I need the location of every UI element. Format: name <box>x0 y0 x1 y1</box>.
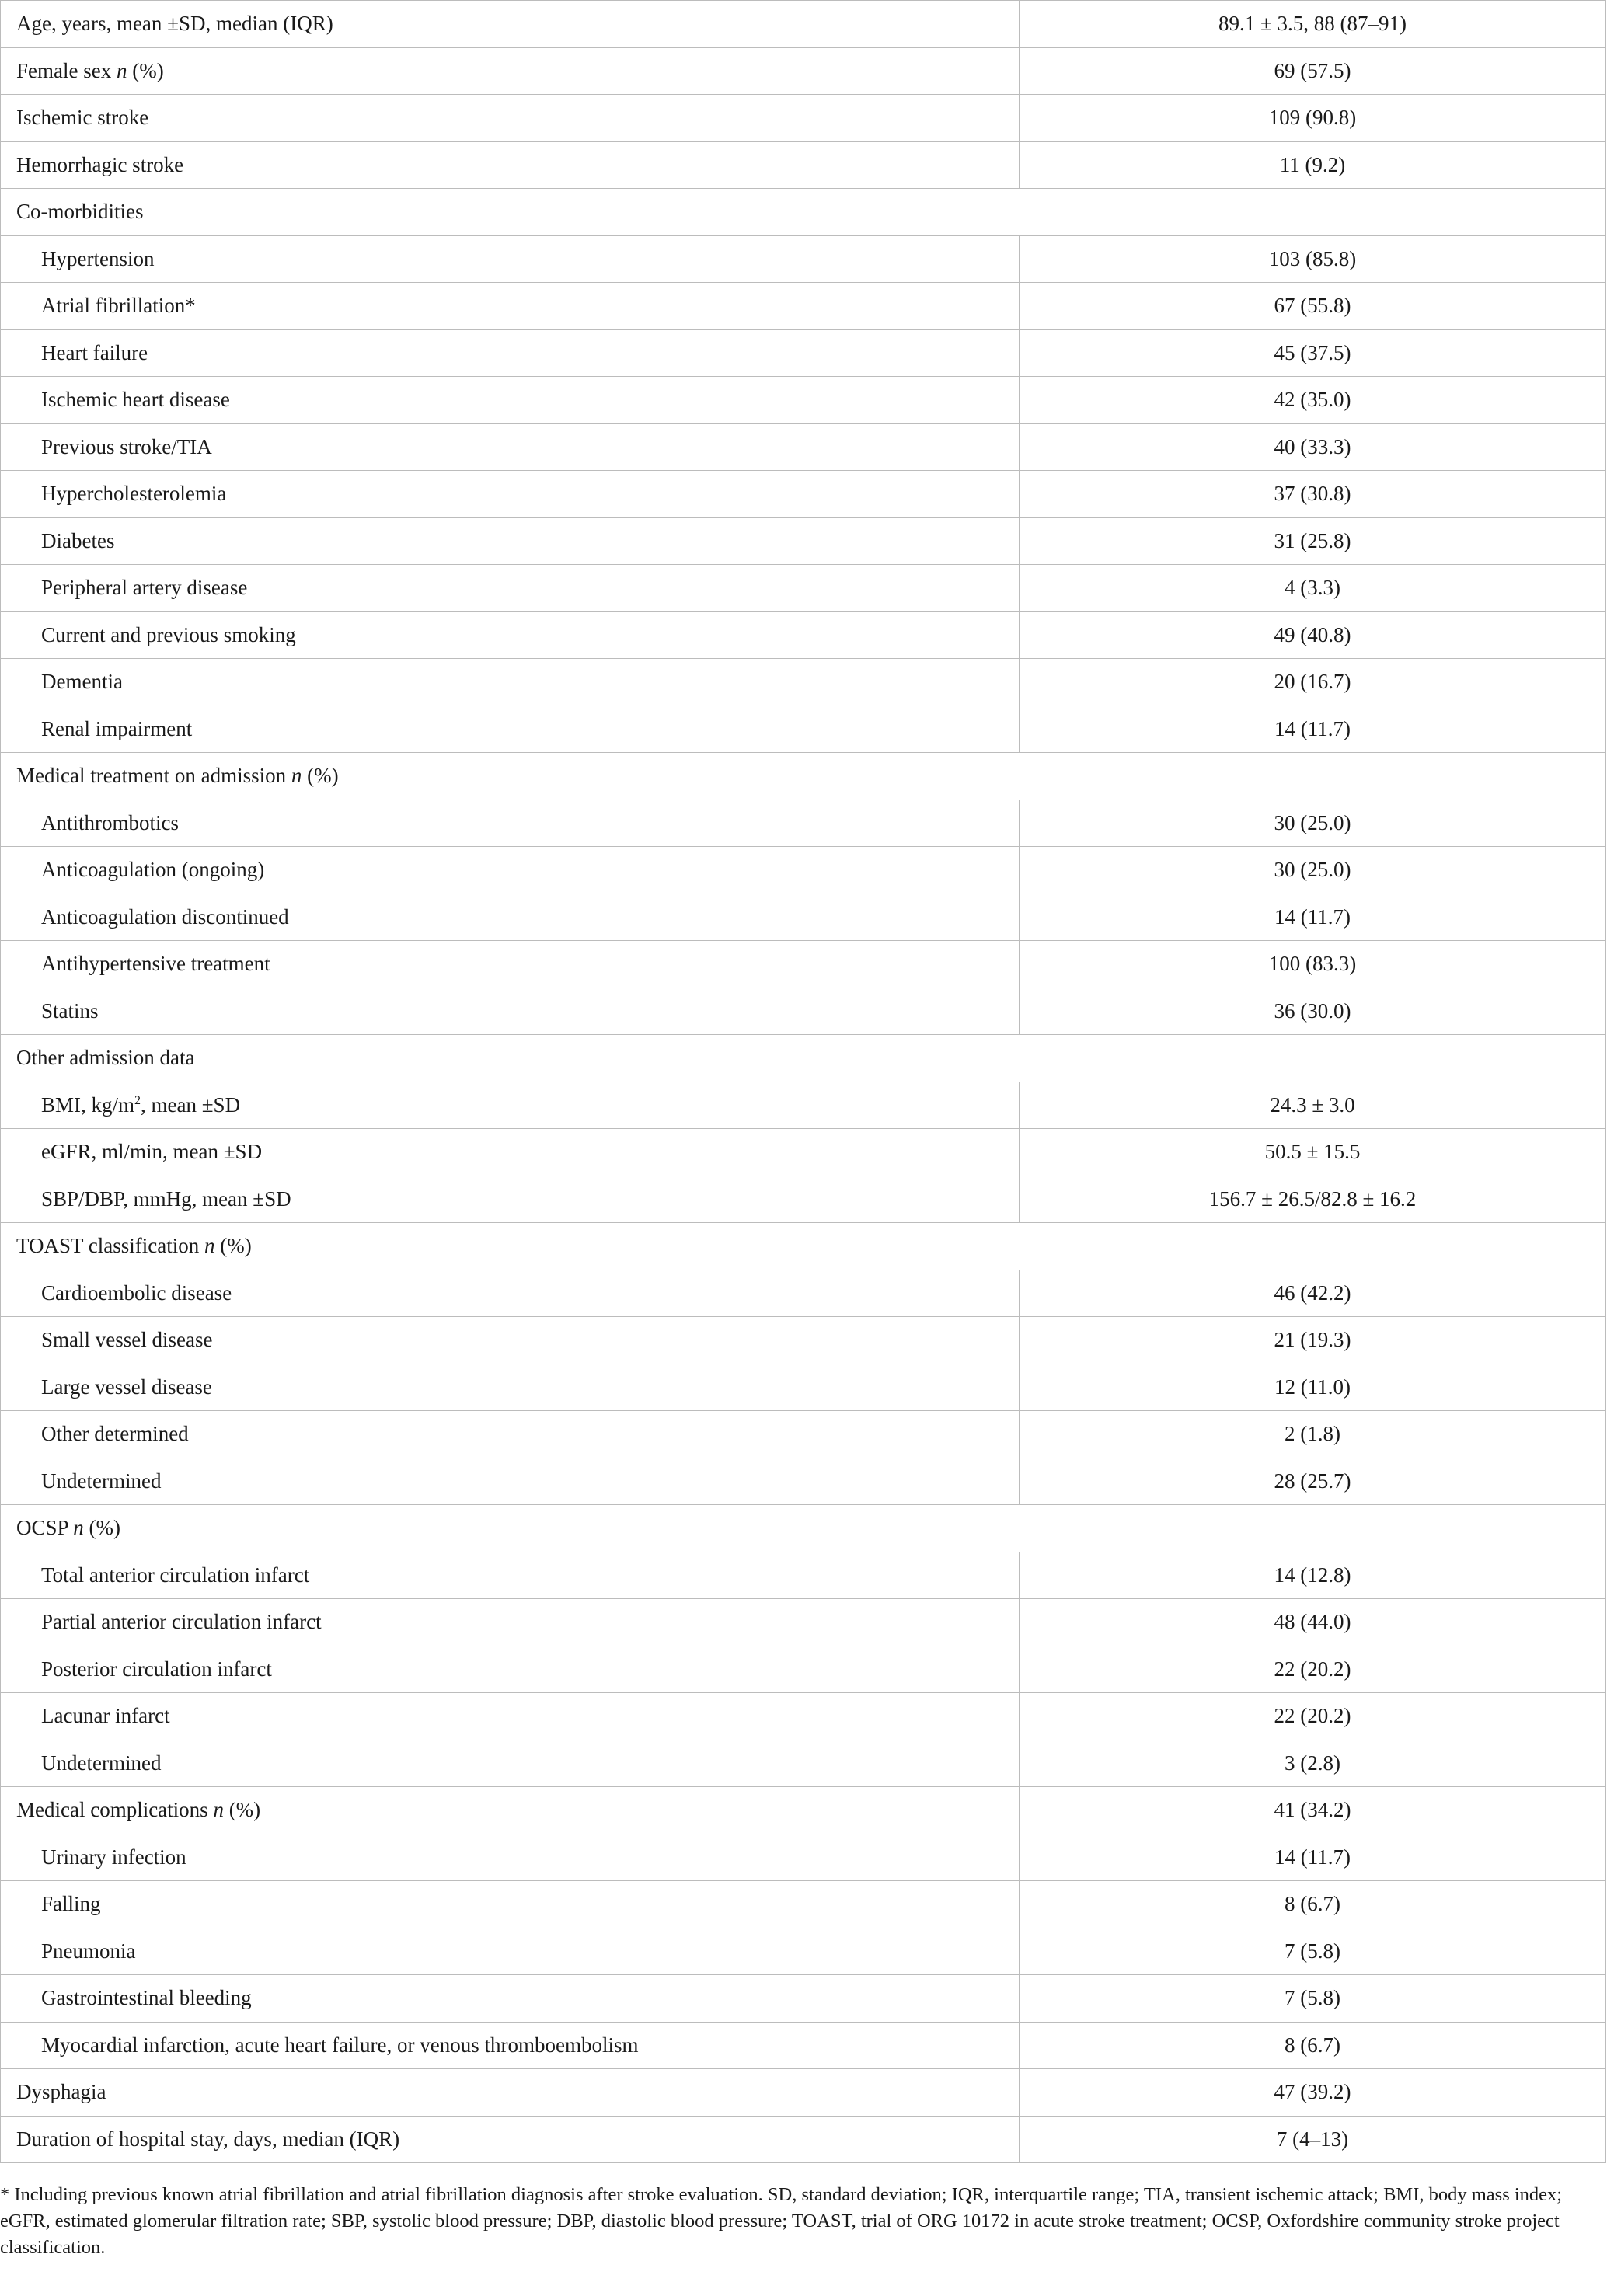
row-value: 7 (5.8) <box>1020 1928 1606 1975</box>
label-text: Atrial fibrillation* <box>41 294 196 318</box>
row-value: 100 (83.3) <box>1020 941 1606 988</box>
table-row <box>1 706 1606 753</box>
row-label <box>1 2116 1020 2163</box>
row-label <box>1 1411 1020 1458</box>
label-text: Current and previous smoking <box>41 622 296 646</box>
row-value: 50.5 ± 15.5 <box>1020 1129 1606 1176</box>
row-label <box>1 1176 1020 1223</box>
label-text: Large vessel disease <box>41 1374 212 1399</box>
table-row <box>1 377 1606 424</box>
table-row <box>1 659 1606 706</box>
table-row <box>1 283 1606 330</box>
row-label <box>1 611 1020 659</box>
label-text: Statins <box>41 998 99 1023</box>
row-label <box>1 847 1020 894</box>
row-value: 14 (11.7) <box>1020 1834 1606 1881</box>
row-value: 3 (2.8) <box>1020 1740 1606 1787</box>
label-text: Age, years, mean ±SD, median (IQR) <box>16 12 333 36</box>
row-label <box>1 1787 1020 1834</box>
row-value: 2 (1.8) <box>1020 1411 1606 1458</box>
row-label <box>1 471 1020 518</box>
label-text: SBP/DBP, mmHg, mean ±SD <box>41 1186 291 1211</box>
row-label <box>1 283 1020 330</box>
table-row <box>1 423 1606 471</box>
label-text: Lacunar infarct <box>41 1704 170 1728</box>
label-text: Falling <box>41 1892 101 1916</box>
table-row <box>1 1928 1606 1975</box>
row-label <box>1 988 1020 1035</box>
label-text: Ischemic stroke <box>16 106 149 130</box>
row-value: 103 (85.8) <box>1020 235 1606 283</box>
label-text: Diabetes <box>41 528 115 552</box>
label-text: Anticoagulation (ongoing) <box>41 858 265 882</box>
table-row <box>1 1740 1606 1787</box>
row-label <box>1 1693 1020 1740</box>
label-text: Heart failure <box>41 340 148 364</box>
label-text: Pneumonia <box>41 1939 136 1963</box>
label-text: Small vessel disease <box>41 1328 213 1352</box>
table-row <box>1 1975 1606 2023</box>
label-text: Other admission data <box>16 1046 195 1070</box>
label-text: BMI, kg/m <box>41 1092 135 1117</box>
row-value: 48 (44.0) <box>1020 1599 1606 1646</box>
row-value: 14 (11.7) <box>1020 894 1606 941</box>
label-text: Co-morbidities <box>16 200 144 224</box>
row-label <box>1 1975 1020 2023</box>
table-row <box>1 2022 1606 2069</box>
table-row <box>1 2069 1606 2117</box>
table-row <box>1 941 1606 988</box>
label-text: Duration of hospital stay, days, median (IQR) <box>16 2127 400 2151</box>
row-label <box>1 800 1020 847</box>
row-value: 8 (6.7) <box>1020 2022 1606 2069</box>
label-suffix: (%) <box>214 1234 252 1258</box>
row-value: 30 (25.0) <box>1020 847 1606 894</box>
table-row <box>1 1787 1606 1834</box>
table-row <box>1 95 1606 142</box>
row-label <box>1 941 1020 988</box>
table-row <box>1 329 1606 377</box>
row-label <box>1 423 1020 471</box>
table-footnote: * Including previous known atrial fibrillation and atrial fibrillation diagnosis after stroke evaluation. SD, standard deviation; IQR, interquartile range; TIA, transient ischemic attack; BMI, body mass index; eGFR, estimated glomerular filtration rate; SBP, systolic blood pressure; DBP, diastolic blood pressure; TOAST, trial of ORG 10172 in acute stroke treatment; OCSP, Oxfordshire community stroke project classification. <box>0 2184 1563 2258</box>
label-superscript: 2 <box>134 1093 141 1107</box>
table-row <box>1 1317 1606 1364</box>
table-row <box>1 1082 1606 1129</box>
row-label <box>1 1082 1020 1129</box>
section-header-row <box>1 1035 1606 1082</box>
label-text: Cardioembolic disease <box>41 1280 232 1305</box>
row-value: 45 (37.5) <box>1020 329 1606 377</box>
row-value: 42 (35.0) <box>1020 377 1606 424</box>
section-label <box>1 1223 1606 1270</box>
label-text: eGFR, ml/min, mean ±SD <box>41 1140 263 1164</box>
table-row <box>1 1458 1606 1505</box>
row-value: 47 (39.2) <box>1020 2069 1606 2117</box>
row-value: 109 (90.8) <box>1020 95 1606 142</box>
table-row <box>1 565 1606 612</box>
row-value: 40 (33.3) <box>1020 423 1606 471</box>
row-label <box>1 141 1020 189</box>
row-label <box>1 1599 1020 1646</box>
row-value: 24.3 ± 3.0 <box>1020 1082 1606 1129</box>
label-text: Female sex <box>16 58 112 82</box>
table-row <box>1 1552 1606 1599</box>
table-row <box>1 1599 1606 1646</box>
table-row <box>1 1646 1606 1693</box>
label-text: TOAST classification <box>16 1234 200 1258</box>
row-value: 89.1 ± 3.5, 88 (87–91) <box>1020 1 1606 48</box>
row-value: 7 (4–13) <box>1020 2116 1606 2163</box>
row-label <box>1 2069 1020 2117</box>
row-value: 37 (30.8) <box>1020 471 1606 518</box>
label-text: Hemorrhagic stroke <box>16 152 184 176</box>
label-text: Total anterior circulation infarct <box>41 1563 310 1587</box>
row-value: 14 (11.7) <box>1020 706 1606 753</box>
row-label <box>1 329 1020 377</box>
row-label <box>1 1834 1020 1881</box>
row-value: 7 (5.8) <box>1020 1975 1606 2023</box>
table-row <box>1 611 1606 659</box>
label-italic-n: n <box>73 1516 84 1540</box>
row-label <box>1 1458 1020 1505</box>
label-text: Other determined <box>41 1422 189 1446</box>
table-row <box>1 847 1606 894</box>
row-value: 22 (20.2) <box>1020 1693 1606 1740</box>
row-value: 36 (30.0) <box>1020 988 1606 1035</box>
label-text: Undetermined <box>41 1469 162 1493</box>
row-label <box>1 706 1020 753</box>
row-label <box>1 1364 1020 1411</box>
label-text: Partial anterior circulation infarct <box>41 1610 322 1634</box>
section-header-row <box>1 753 1606 800</box>
row-label <box>1 1317 1020 1364</box>
label-text: Urinary infection <box>41 1845 186 1869</box>
table-row <box>1 471 1606 518</box>
row-label <box>1 235 1020 283</box>
row-value: 22 (20.2) <box>1020 1646 1606 1693</box>
row-label <box>1 1 1020 48</box>
label-text: Hypertension <box>41 246 155 270</box>
row-label <box>1 1552 1020 1599</box>
row-value: 4 (3.3) <box>1020 565 1606 612</box>
table-row <box>1 1176 1606 1223</box>
row-label <box>1 2022 1020 2069</box>
row-label <box>1 1928 1020 1975</box>
row-label <box>1 95 1020 142</box>
label-suffix: , mean ±SD <box>141 1092 241 1117</box>
label-text: Peripheral artery disease <box>41 576 248 600</box>
table-row <box>1 141 1606 189</box>
row-value: 14 (12.8) <box>1020 1552 1606 1599</box>
row-label <box>1 1129 1020 1176</box>
label-text: Undetermined <box>41 1751 162 1775</box>
table-row <box>1 1834 1606 1881</box>
table-body <box>1 1 1606 2163</box>
row-label <box>1 565 1020 612</box>
table-row <box>1 1364 1606 1411</box>
label-text: OCSP <box>16 1516 68 1540</box>
section-header-row <box>1 1505 1606 1552</box>
row-value: 8 (6.7) <box>1020 1881 1606 1928</box>
row-value: 156.7 ± 26.5/82.8 ± 16.2 <box>1020 1176 1606 1223</box>
row-value: 12 (11.0) <box>1020 1364 1606 1411</box>
table-row <box>1 517 1606 565</box>
row-value: 30 (25.0) <box>1020 800 1606 847</box>
label-suffix: (%) <box>127 58 164 82</box>
label-suffix: (%) <box>302 764 339 788</box>
section-label <box>1 753 1606 800</box>
table-row <box>1 988 1606 1035</box>
section-header-row <box>1 1223 1606 1270</box>
row-label <box>1 1646 1020 1693</box>
table-row <box>1 235 1606 283</box>
table-row <box>1 800 1606 847</box>
row-value: 46 (42.2) <box>1020 1270 1606 1317</box>
section-label <box>1 189 1606 236</box>
label-text: Previous stroke/TIA <box>41 434 212 458</box>
section-label <box>1 1505 1606 1552</box>
label-text: Gastrointestinal bleeding <box>41 1986 252 2010</box>
row-label <box>1 47 1020 95</box>
label-italic-n: n <box>204 1234 215 1258</box>
label-suffix: (%) <box>223 1798 261 1822</box>
section-header-row <box>1 189 1606 236</box>
label-italic-n: n <box>116 58 127 82</box>
label-text: Ischemic heart disease <box>41 388 230 412</box>
label-italic-n: n <box>213 1798 224 1822</box>
row-value: 67 (55.8) <box>1020 283 1606 330</box>
table-row <box>1 1270 1606 1317</box>
row-label <box>1 659 1020 706</box>
table-row <box>1 1881 1606 1928</box>
section-label <box>1 1035 1606 1082</box>
label-text: Dysphagia <box>16 2080 106 2104</box>
label-text: Dementia <box>41 670 123 694</box>
table-row <box>1 1411 1606 1458</box>
row-value: 69 (57.5) <box>1020 47 1606 95</box>
label-italic-n: n <box>291 764 302 788</box>
row-label <box>1 1740 1020 1787</box>
label-suffix: (%) <box>83 1516 121 1540</box>
label-text: Hypercholesterolemia <box>41 482 227 506</box>
label-text: Renal impairment <box>41 716 193 740</box>
label-text: Anticoagulation discontinued <box>41 904 289 929</box>
table-row <box>1 47 1606 95</box>
row-label <box>1 377 1020 424</box>
row-value: 20 (16.7) <box>1020 659 1606 706</box>
table-row <box>1 894 1606 941</box>
table-row <box>1 1129 1606 1176</box>
table-row <box>1 1 1606 48</box>
label-text: Myocardial infarction, acute heart failure, or venous thromboembolism <box>41 2033 639 2057</box>
row-label <box>1 1270 1020 1317</box>
row-value: 21 (19.3) <box>1020 1317 1606 1364</box>
row-value: 11 (9.2) <box>1020 141 1606 189</box>
table-row <box>1 2116 1606 2163</box>
row-label <box>1 517 1020 565</box>
row-value: 31 (25.8) <box>1020 517 1606 565</box>
label-text: Posterior circulation infarct <box>41 1657 272 1681</box>
table-row <box>1 1693 1606 1740</box>
label-text: Medical treatment on admission <box>16 764 287 788</box>
label-text: Medical complications <box>16 1798 208 1822</box>
row-label <box>1 894 1020 941</box>
row-label <box>1 1881 1020 1928</box>
row-value: 28 (25.7) <box>1020 1458 1606 1505</box>
label-text: Antithrombotics <box>41 810 179 834</box>
row-value: 41 (34.2) <box>1020 1787 1606 1834</box>
label-text: Antihypertensive treatment <box>41 952 270 976</box>
row-value: 49 (40.8) <box>1020 611 1606 659</box>
